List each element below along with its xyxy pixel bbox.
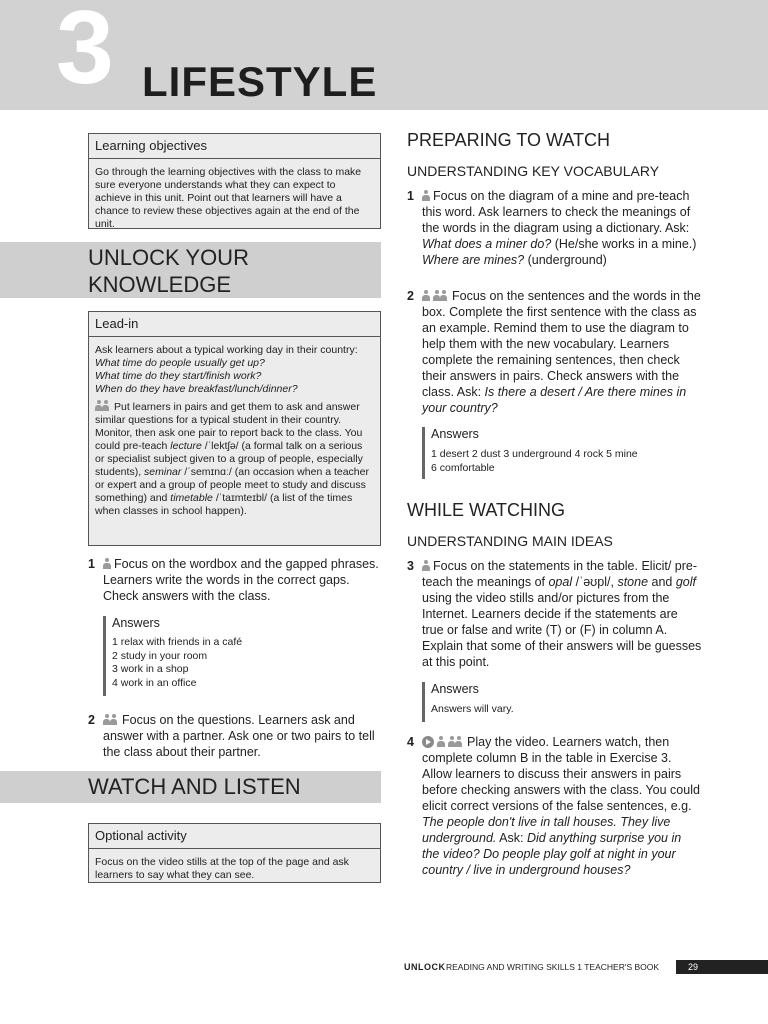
exercise-number: 2 — [407, 289, 414, 303]
exercise-text: Play the video. Learners watch, then complete column B in the table in Exercise 3. Allow learners to discuss their answers in pairs before checking answers with the class. You could elicit correct versions of the false sentences, e.g. The people don't live in tall houses. They live underground. Ask: Did anything surprise you in the video? Do people play golf at night in your country / live in underground houses? — [422, 735, 700, 877]
watch-and-listen-heading: WATCH AND LISTEN — [0, 771, 381, 803]
answers-title: Answers — [431, 427, 479, 441]
individual-work-icon — [103, 558, 111, 569]
lead-in-intro: Ask learners about a typical working day in their country: — [95, 344, 358, 356]
answers-title: Answers — [112, 616, 160, 630]
exercise-text: Focus on the statements in the table. Elicit/ pre-teach the meanings of opal /ˈəʊpl/, stone and golf using the video stills and/or pictures from the Internet. Learners decide if the statements are true or false and write (T) or (F) in column A. Explain that some of their answers will be guesses at this point. — [422, 559, 702, 669]
exercise-number: 1 — [88, 557, 95, 571]
unit-header — [0, 0, 768, 110]
answers-list — [112, 636, 372, 690]
pair-work-icon — [433, 290, 449, 301]
lead-in-question: When do they have breakfast/lunch/dinner? — [95, 383, 298, 395]
pair-work-icon — [95, 400, 111, 411]
exercise-number: 4 — [407, 735, 414, 749]
answers-list — [431, 448, 691, 475]
pair-work-icon — [448, 736, 464, 747]
lead-in-question: What time do they start/finish work? — [95, 370, 262, 382]
exercise-number: 3 — [407, 559, 414, 573]
optional-activity-box — [88, 823, 381, 883]
exercise-text: Focus on the wordbox and the gapped phrases. Learners write the words in the correct gaps. Check answers with the class. — [103, 557, 379, 603]
page-number-block — [676, 960, 768, 974]
unlock-line-2: KNOWLEDGE — [88, 272, 232, 297]
learning-objectives-body: Go through the learning objectives with the class to make sure everyone understands what they can expect to achieve in this unit. Point out that learners will have a chance to review these objectives again at the end of the unit. — [95, 166, 362, 230]
unlock-line-1: UNLOCK YOUR — [88, 245, 249, 270]
lead-in-title: Lead-in — [89, 312, 380, 337]
unit-title: LIFESTYLE — [142, 58, 378, 105]
answer-item: 1 relax with friends in a café — [112, 636, 243, 648]
exercise-number: 2 — [88, 713, 95, 727]
answer-item: 4 work in an office — [112, 676, 197, 689]
optional-activity-title: Optional activity — [89, 824, 380, 849]
exercise-number: 1 — [407, 189, 414, 203]
unit-number: 3 — [56, 0, 114, 106]
lead-in-question: What time do people usually get up? — [95, 357, 265, 369]
answers-title: Answers — [431, 682, 479, 696]
answer-item: 1 desert 2 dust 3 underground 4 rock 5 mine — [431, 448, 638, 460]
exercise-2-answers — [422, 427, 691, 479]
learning-objectives-box — [88, 133, 381, 229]
answer-item: 6 comfortable — [431, 461, 495, 474]
answer-item: 3 work in a shop — [112, 663, 189, 675]
individual-work-icon — [422, 190, 430, 201]
individual-work-icon — [422, 560, 430, 571]
video-play-icon — [422, 736, 434, 748]
lead-in-box — [88, 311, 381, 546]
individual-work-icon — [437, 736, 445, 747]
unlock-knowledge-heading — [0, 242, 381, 298]
page-number: 29 — [688, 962, 699, 972]
lead-in-paragraph: Put learners in pairs and get them to ask and answer similar questions for a typical student in their country. Monitor, then ask one pair to report back to the class. You could pre-teach lecture /ˈlektʃə/ (a formal talk on a serious or specialist subject given to a group of people, especially students), seminar /ˈsemɪnɑː/ (an occasion when a teacher or expert and a group of people meet to study and discuss something) and timetable /ˈtaɪmteɪbl/ (a list of the times when classes in school happen). — [95, 401, 369, 517]
preparing-subheading: UNDERSTANDING KEY VOCABULARY — [407, 163, 660, 179]
pair-work-icon — [103, 714, 119, 725]
optional-activity-body: Focus on the video stills at the top of the page and ask learners to say what they can see. — [95, 856, 349, 881]
exercise-3-answers — [422, 682, 691, 722]
while-watching-subheading: UNDERSTANDING MAIN IDEAS — [407, 533, 613, 549]
answer-item: 2 study in your room — [112, 649, 208, 662]
learning-objectives-title: Learning objectives — [89, 134, 380, 159]
exercise-text: Focus on the questions. Learners ask and answer with a partner. Ask one or two pairs to tell the class about their partner. — [103, 713, 375, 759]
answers-text: Answers will vary. — [431, 703, 514, 715]
while-watching-heading: WHILE WATCHING — [407, 500, 565, 520]
lead-in-body — [89, 337, 380, 524]
exercise-text: Focus on the sentences and the words in the box. Complete the first sentence with the class as an example. Remind them to use the diagram to help them with the new vocabulary. Learners complete the remaining sentences, then check their answers in pairs. Check answers with the class. Ask: Is there a desert / Are there mines in your country? — [422, 289, 701, 415]
brand-logo: UNLOCK — [404, 962, 446, 972]
book-title: READING AND WRITING SKILLS 1 TEACHER'S BOOK — [446, 962, 660, 972]
individual-work-icon — [422, 290, 430, 301]
preparing-heading: PREPARING TO WATCH — [407, 130, 611, 150]
exercise-text: Focus on the diagram of a mine and pre-teach this word. Ask learners to check the meanings of the words in the diagram using a dictionary. Ask: What does a miner do? (He/she works in a mine.) Where are mines? (underground) — [422, 189, 697, 267]
exercise-1-answers — [103, 616, 372, 696]
